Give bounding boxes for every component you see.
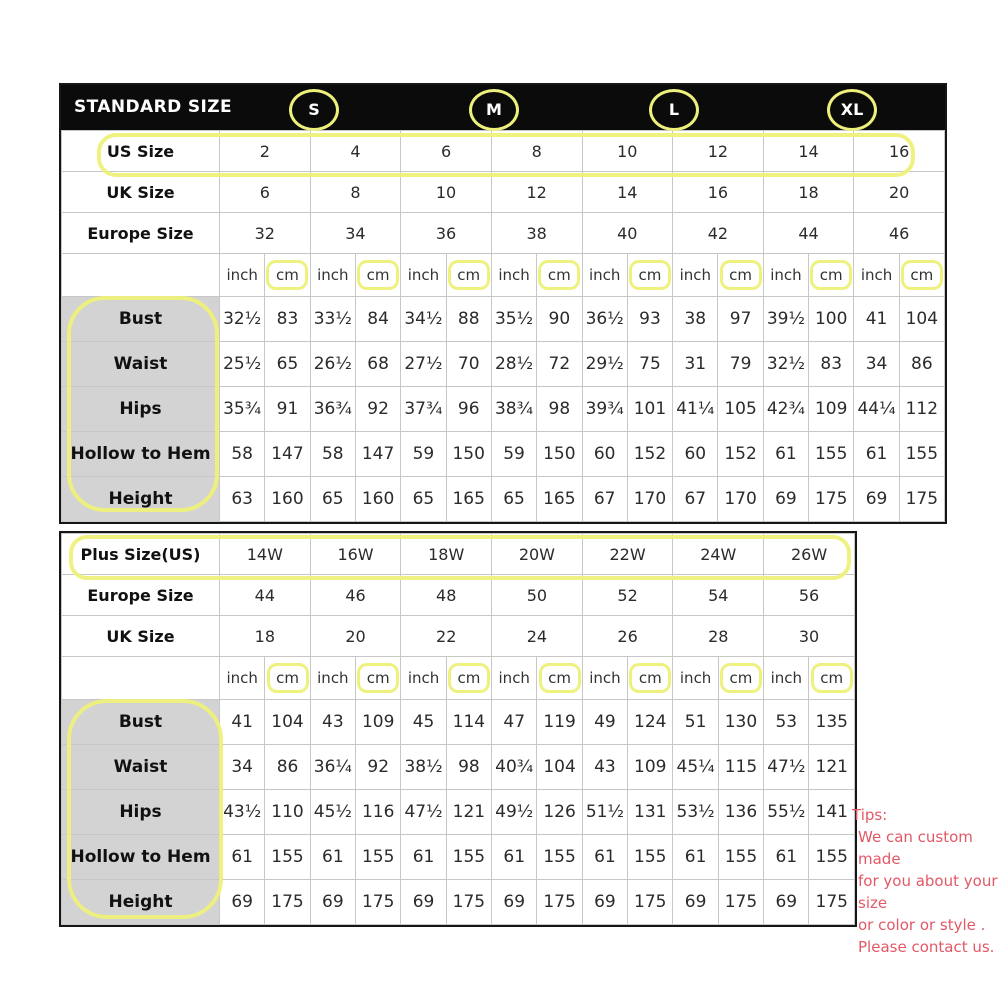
measurement-value-cell: 86 (265, 745, 310, 790)
measurement-value-cell: 60 (673, 432, 718, 477)
measurement-value-cell: 34½ (401, 297, 446, 342)
size-value-cell: 32 (220, 213, 311, 254)
measurement-value-cell: 69 (582, 880, 627, 925)
standard-size-header (61, 85, 945, 130)
size-header-row (62, 131, 945, 172)
measurement-value-cell: 40¾ (492, 745, 537, 790)
cm-unit-highlight: cm (901, 260, 943, 290)
row-label: US Size (62, 131, 220, 172)
size-value-cell: 18 (763, 172, 854, 213)
measurement-row (62, 790, 855, 835)
size-value-cell: 6 (220, 172, 311, 213)
measurement-value-cell: 63 (220, 477, 265, 522)
inch-unit-label: inch (492, 657, 537, 700)
cm-unit-highlight: cm (357, 663, 399, 693)
cm-unit-highlight: cm (539, 663, 581, 693)
measurement-value-cell: 34 (854, 342, 899, 387)
measurement-value-cell: 69 (854, 477, 899, 522)
row-label: Europe Size (62, 213, 220, 254)
measurement-value-cell: 110 (265, 790, 310, 835)
inch-unit-label: inch (582, 254, 627, 297)
measurement-value-cell: 83 (809, 342, 854, 387)
measurement-value-cell: 155 (809, 835, 855, 880)
size-value-cell: 50 (492, 575, 583, 616)
standard-size-table (61, 130, 945, 522)
measurement-value-cell: 34 (220, 745, 265, 790)
size-value-cell: 44 (763, 213, 854, 254)
measurement-value-cell: 45¼ (673, 745, 718, 790)
measurement-value-cell: 51½ (582, 790, 627, 835)
size-value-cell: 38 (491, 213, 582, 254)
measurement-row (62, 297, 945, 342)
size-group-m-badge: M (469, 89, 519, 131)
measurement-value-cell: 32½ (220, 297, 265, 342)
measurement-value-cell: 69 (673, 880, 718, 925)
cm-unit-highlight: cm (266, 260, 308, 290)
measurement-value-cell: 68 (355, 342, 400, 387)
inch-unit-label: inch (401, 657, 446, 700)
measurement-value-cell: 58 (220, 432, 265, 477)
size-value-cell: 54 (673, 575, 764, 616)
measurement-value-cell: 98 (537, 387, 582, 432)
measurement-value-cell: 155 (718, 835, 763, 880)
measurement-value-cell: 150 (537, 432, 582, 477)
size-header-row (62, 213, 945, 254)
size-value-cell: 10 (582, 131, 673, 172)
measurement-value-cell: 69 (401, 880, 446, 925)
cm-unit-highlight: cm (720, 260, 762, 290)
measurement-row (62, 387, 945, 432)
inch-unit-label: inch (220, 657, 265, 700)
measurement-value-cell: 70 (446, 342, 491, 387)
unit-row (62, 657, 855, 700)
measurement-row (62, 700, 855, 745)
measurement-value-cell: 55½ (764, 790, 809, 835)
measurement-value-cell: 36¼ (310, 745, 355, 790)
inch-unit-label: inch (310, 254, 355, 297)
measurement-value-cell: 38¾ (491, 387, 536, 432)
measurement-value-cell: 69 (492, 880, 537, 925)
measurement-value-cell: 53 (764, 700, 809, 745)
size-value-cell: 56 (764, 575, 855, 616)
measurement-value-cell: 38 (673, 297, 718, 342)
measurement-value-cell: 101 (627, 387, 672, 432)
size-value-cell: 22W (582, 534, 673, 575)
measurement-value-cell: 58 (310, 432, 355, 477)
size-value-cell: 46 (310, 575, 401, 616)
measurement-value-cell: 105 (718, 387, 763, 432)
measurement-value-cell: 67 (673, 477, 718, 522)
measurement-value-cell: 75 (627, 342, 672, 387)
measurement-value-cell: 53½ (673, 790, 718, 835)
measurement-value-cell: 47½ (401, 790, 446, 835)
measurement-label: Bust (62, 297, 220, 342)
measurement-value-cell: 26½ (310, 342, 355, 387)
measurement-value-cell: 155 (899, 432, 944, 477)
size-value-cell: 42 (673, 213, 764, 254)
measurement-value-cell: 41 (220, 700, 265, 745)
tips-line: Please contact us. (858, 938, 995, 956)
standard-size-chart (59, 83, 947, 524)
size-value-cell: 20W (492, 534, 583, 575)
measurement-value-cell: 61 (582, 835, 627, 880)
measurement-value-cell: 124 (628, 700, 673, 745)
cm-unit-highlight: cm (448, 260, 490, 290)
measurement-value-cell: 51 (673, 700, 718, 745)
measurement-label: Bust (62, 700, 220, 745)
size-header-row (62, 172, 945, 213)
measurement-value-cell: 61 (764, 835, 809, 880)
size-value-cell: 26 (582, 616, 673, 657)
measurement-value-cell: 97 (718, 297, 763, 342)
measurement-value-cell: 130 (718, 700, 763, 745)
measurement-row (62, 835, 855, 880)
size-value-cell: 16 (673, 172, 764, 213)
measurement-value-cell: 72 (537, 342, 582, 387)
measurement-value-cell: 175 (809, 880, 855, 925)
size-value-cell: 36 (401, 213, 492, 254)
tips-line: or color or style . (858, 916, 986, 934)
measurement-value-cell: 35½ (491, 297, 536, 342)
cm-unit-highlight: cm (629, 663, 671, 693)
tips-line: We can custom made (858, 828, 973, 868)
measurement-value-cell: 155 (356, 835, 401, 880)
measurement-label: Hollow to Hem (62, 432, 220, 477)
measurement-value-cell: 152 (718, 432, 763, 477)
measurement-value-cell: 114 (446, 700, 491, 745)
cm-unit-highlight: cm (810, 260, 852, 290)
unit-row-empty-label (62, 657, 220, 700)
inch-unit-label: inch (310, 657, 355, 700)
size-value-cell: 16 (854, 131, 945, 172)
measurement-value-cell: 136 (718, 790, 763, 835)
measurement-value-cell: 69 (310, 880, 355, 925)
measurement-value-cell: 175 (537, 880, 582, 925)
size-value-cell: 14 (763, 131, 854, 172)
measurement-value-cell: 175 (718, 880, 763, 925)
cm-unit-cell (446, 657, 491, 700)
size-value-cell: 34 (310, 213, 401, 254)
size-value-cell: 46 (854, 213, 945, 254)
tips-title: Tips: (852, 806, 888, 824)
measurement-value-cell: 43 (582, 745, 627, 790)
measurement-row (62, 342, 945, 387)
cm-unit-cell (265, 657, 310, 700)
measurement-value-cell: 175 (628, 880, 673, 925)
size-value-cell: 24 (492, 616, 583, 657)
measurement-value-cell: 109 (356, 700, 401, 745)
inch-unit-label: inch (673, 657, 718, 700)
size-header-row (62, 575, 855, 616)
measurement-value-cell: 115 (718, 745, 763, 790)
measurement-value-cell: 150 (446, 432, 491, 477)
cm-unit-cell (265, 254, 310, 297)
measurement-value-cell: 160 (355, 477, 400, 522)
size-value-cell: 8 (491, 131, 582, 172)
measurement-value-cell: 141 (809, 790, 855, 835)
size-value-cell: 26W (764, 534, 855, 575)
size-value-cell: 28 (673, 616, 764, 657)
measurement-value-cell: 165 (446, 477, 491, 522)
inch-unit-label: inch (673, 254, 718, 297)
size-value-cell: 16W (310, 534, 401, 575)
unit-row (62, 254, 945, 297)
measurement-value-cell: 33½ (310, 297, 355, 342)
cm-unit-cell (537, 657, 582, 700)
measurement-value-cell: 104 (265, 700, 310, 745)
measurement-value-cell: 98 (446, 745, 491, 790)
cm-unit-cell (355, 254, 400, 297)
measurement-value-cell: 59 (491, 432, 536, 477)
size-value-cell: 14W (220, 534, 311, 575)
cm-unit-cell (627, 254, 672, 297)
size-value-cell: 18 (220, 616, 311, 657)
custom-made-tips (852, 804, 1000, 958)
measurement-value-cell: 175 (356, 880, 401, 925)
cm-unit-highlight: cm (448, 663, 490, 693)
measurement-value-cell: 49 (582, 700, 627, 745)
inch-unit-label: inch (763, 254, 808, 297)
size-value-cell: 20 (310, 616, 401, 657)
tips-line: for you about your size (858, 872, 998, 912)
measurement-value-cell: 47 (492, 700, 537, 745)
measurement-value-cell: 39½ (763, 297, 808, 342)
measurement-value-cell: 41 (854, 297, 899, 342)
measurement-value-cell: 61 (310, 835, 355, 880)
measurement-value-cell: 147 (355, 432, 400, 477)
size-value-cell: 44 (220, 575, 311, 616)
cm-unit-cell (718, 657, 763, 700)
measurement-value-cell: 42¾ (763, 387, 808, 432)
measurement-value-cell: 93 (627, 297, 672, 342)
size-value-cell: 14 (582, 172, 673, 213)
measurement-value-cell: 92 (355, 387, 400, 432)
measurement-value-cell: 88 (446, 297, 491, 342)
size-value-cell: 8 (310, 172, 401, 213)
size-value-cell: 18W (401, 534, 492, 575)
measurement-value-cell: 69 (764, 880, 809, 925)
measurement-value-cell: 61 (220, 835, 265, 880)
cm-unit-highlight: cm (629, 260, 671, 290)
measurement-label: Waist (62, 745, 220, 790)
measurement-value-cell: 160 (265, 477, 310, 522)
size-group-s-badge: S (289, 89, 339, 131)
measurement-value-cell: 96 (446, 387, 491, 432)
measurement-value-cell: 104 (899, 297, 944, 342)
measurement-value-cell: 43 (310, 700, 355, 745)
measurement-value-cell: 59 (401, 432, 446, 477)
measurement-value-cell: 155 (628, 835, 673, 880)
size-group-xl-badge: XL (827, 89, 877, 131)
measurement-value-cell: 135 (809, 700, 855, 745)
measurement-label: Waist (62, 342, 220, 387)
measurement-value-cell: 61 (854, 432, 899, 477)
measurement-label: Hips (62, 387, 220, 432)
measurement-value-cell: 155 (537, 835, 582, 880)
row-label: Europe Size (62, 575, 220, 616)
size-value-cell: 12 (673, 131, 764, 172)
measurement-value-cell: 155 (446, 835, 491, 880)
measurement-value-cell: 155 (265, 835, 310, 880)
measurement-value-cell: 28½ (491, 342, 536, 387)
measurement-value-cell: 152 (627, 432, 672, 477)
size-value-cell: 10 (401, 172, 492, 213)
measurement-value-cell: 65 (491, 477, 536, 522)
measurement-value-cell: 69 (220, 880, 265, 925)
measurement-value-cell: 27½ (401, 342, 446, 387)
size-value-cell: 6 (401, 131, 492, 172)
measurement-value-cell: 112 (899, 387, 944, 432)
measurement-value-cell: 109 (809, 387, 854, 432)
measurement-value-cell: 65 (310, 477, 355, 522)
measurement-value-cell: 175 (809, 477, 854, 522)
size-value-cell: 30 (764, 616, 855, 657)
measurement-value-cell: 47½ (764, 745, 809, 790)
measurement-value-cell: 43½ (220, 790, 265, 835)
measurement-value-cell: 45½ (310, 790, 355, 835)
measurement-value-cell: 126 (537, 790, 582, 835)
measurement-value-cell: 175 (265, 880, 310, 925)
measurement-value-cell: 61 (763, 432, 808, 477)
measurement-value-cell: 92 (356, 745, 401, 790)
measurement-value-cell: 25½ (220, 342, 265, 387)
measurement-value-cell: 37¾ (401, 387, 446, 432)
size-value-cell: 22 (401, 616, 492, 657)
cm-unit-cell (809, 657, 855, 700)
measurement-value-cell: 155 (809, 432, 854, 477)
size-value-cell: 48 (401, 575, 492, 616)
size-value-cell: 2 (220, 131, 311, 172)
measurement-value-cell: 90 (537, 297, 582, 342)
measurement-value-cell: 36¾ (310, 387, 355, 432)
measurement-value-cell: 61 (673, 835, 718, 880)
cm-unit-highlight: cm (811, 663, 853, 693)
row-label: UK Size (62, 172, 220, 213)
measurement-value-cell: 170 (718, 477, 763, 522)
measurement-value-cell: 35¾ (220, 387, 265, 432)
row-label: Plus Size(US) (62, 534, 220, 575)
size-value-cell: 20 (854, 172, 945, 213)
measurement-value-cell: 38½ (401, 745, 446, 790)
measurement-value-cell: 39¾ (582, 387, 627, 432)
measurement-value-cell: 100 (809, 297, 854, 342)
measurement-value-cell: 45 (401, 700, 446, 745)
measurement-value-cell: 147 (265, 432, 310, 477)
cm-unit-cell (628, 657, 673, 700)
cm-unit-highlight: cm (720, 663, 762, 693)
measurement-row (62, 477, 945, 522)
plus-size-chart (59, 531, 857, 927)
measurement-value-cell: 104 (537, 745, 582, 790)
measurement-value-cell: 119 (537, 700, 582, 745)
cm-unit-highlight: cm (357, 260, 399, 290)
measurement-label: Height (62, 880, 220, 925)
measurement-value-cell: 36½ (582, 297, 627, 342)
cm-unit-cell (446, 254, 491, 297)
cm-unit-highlight: cm (538, 260, 580, 290)
measurement-value-cell: 165 (537, 477, 582, 522)
size-header-row (62, 534, 855, 575)
measurement-value-cell: 61 (401, 835, 446, 880)
measurement-value-cell: 83 (265, 297, 310, 342)
measurement-value-cell: 44¼ (854, 387, 899, 432)
cm-unit-cell (718, 254, 763, 297)
measurement-value-cell: 131 (628, 790, 673, 835)
measurement-value-cell: 32½ (763, 342, 808, 387)
measurement-value-cell: 91 (265, 387, 310, 432)
measurement-row (62, 745, 855, 790)
measurement-value-cell: 121 (809, 745, 855, 790)
measurement-label: Hips (62, 790, 220, 835)
measurement-value-cell: 86 (899, 342, 944, 387)
inch-unit-label: inch (582, 657, 627, 700)
inch-unit-label: inch (764, 657, 809, 700)
size-header-row (62, 616, 855, 657)
measurement-label: Hollow to Hem (62, 835, 220, 880)
measurement-value-cell: 121 (446, 790, 491, 835)
cm-unit-cell (537, 254, 582, 297)
cm-unit-cell (809, 254, 854, 297)
inch-unit-label: inch (401, 254, 446, 297)
measurement-value-cell: 170 (627, 477, 672, 522)
row-label: UK Size (62, 616, 220, 657)
size-value-cell: 12 (491, 172, 582, 213)
unit-row-empty-label (62, 254, 220, 297)
measurement-value-cell: 109 (628, 745, 673, 790)
size-value-cell: 24W (673, 534, 764, 575)
measurement-value-cell: 41¼ (673, 387, 718, 432)
size-group-l-badge: L (649, 89, 699, 131)
measurement-value-cell: 69 (763, 477, 808, 522)
measurement-value-cell: 29½ (582, 342, 627, 387)
standard-size-title: STANDARD SIZE (74, 97, 233, 117)
measurement-value-cell: 65 (265, 342, 310, 387)
inch-unit-label: inch (220, 254, 265, 297)
size-value-cell: 40 (582, 213, 673, 254)
inch-unit-label: inch (491, 254, 536, 297)
cm-unit-highlight: cm (267, 663, 309, 693)
measurement-value-cell: 67 (582, 477, 627, 522)
measurement-value-cell: 175 (446, 880, 491, 925)
measurement-value-cell: 61 (492, 835, 537, 880)
cm-unit-cell (899, 254, 944, 297)
size-value-cell: 4 (310, 131, 401, 172)
measurement-label: Height (62, 477, 220, 522)
measurement-value-cell: 31 (673, 342, 718, 387)
cm-unit-cell (356, 657, 401, 700)
measurement-value-cell: 65 (401, 477, 446, 522)
measurement-value-cell: 60 (582, 432, 627, 477)
measurement-value-cell: 175 (899, 477, 944, 522)
measurement-value-cell: 79 (718, 342, 763, 387)
measurement-value-cell: 116 (356, 790, 401, 835)
measurement-row (62, 432, 945, 477)
inch-unit-label: inch (854, 254, 899, 297)
size-value-cell: 52 (582, 575, 673, 616)
measurement-value-cell: 84 (355, 297, 400, 342)
plus-size-table (61, 533, 855, 925)
measurement-row (62, 880, 855, 925)
measurement-value-cell: 49½ (492, 790, 537, 835)
